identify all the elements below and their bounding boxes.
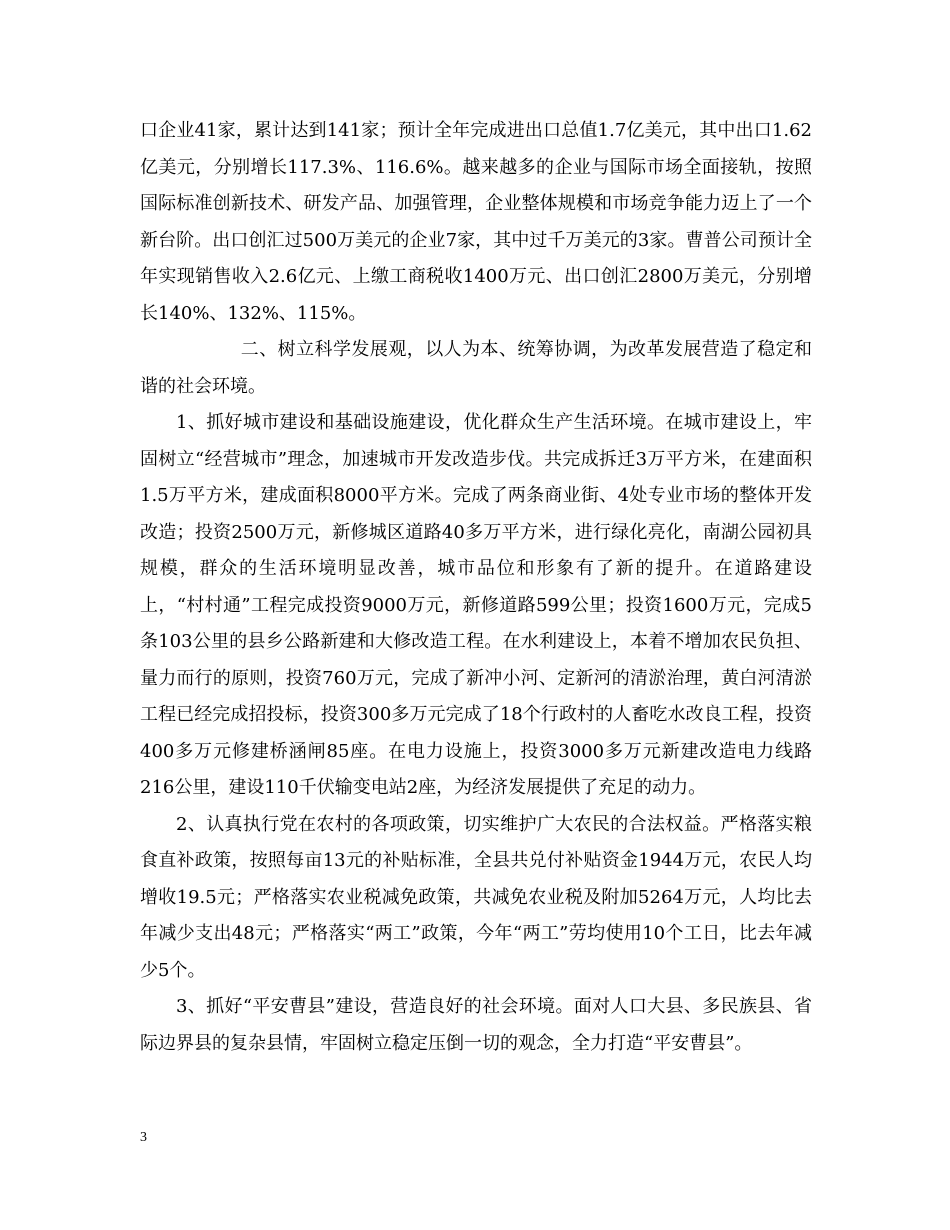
page-number: 3 (140, 1130, 147, 1145)
paragraph-rural-policy: 2、认真执行党在农村的各项政策，切实维护广大农民的合法权益。严格落实粮食直补政策，按照每亩13元的补贴标准，全县共兑付补贴资金1944万元，农民人均增收19.5元；严格落实农业税减免政策，共减免农业税及附加5264万元，人均比去年减少支出48元；严格落实“两工”政策，今年“两工”劳均使用10个工日，比去年减少5个。 (140, 813, 812, 981)
paragraph-safe-county: 3、抓好“平安曹县”建设，营造良好的社会环境。面对人口大县、多民族县、省际边界县的复杂县情，牢固树立稳定压倒一切的观念，全力打造“平安曹县”。 (140, 996, 812, 1054)
paragraph-export-summary: 口企业41家，累计达到141家；预计全年完成进出口总值1.7亿美元，其中出口1.62亿美元，分别增长117.3%、116.6%。越来越多的企业与国际市场全面接轨，按照国际标准创新技术、研发产品、加强管理，企业整体规模和市场竞争能力迈上了一个新台阶。出口创汇过500万美元的企业7家，其中过千万美元的3家。曹普公司预计全年实现销售收入2.6亿元、上缴工商税收1400万元、出口创汇2800万美元，分别增长140%、132%、115%。 (140, 120, 812, 324)
paragraph-urban-construction: 1、抓好城市建设和基础设施建设，优化群众生产生活环境。在城市建设上，牢固树立“经营城市”理念，加速城市开发改造步伐。共完成拆迁3万平方米，在建面积1.5万平方米，建成面积8000平方米。完成了两条商业街、4处专业市场的整体开发改造；投资2500万元，新修城区道路40多万平方米，进行绿化亮化，南湖公园初具规模，群众的生活环境明显改善，城市品位和形象有了新的提升。在道路建设上，“村村通”工程完成投资9000万元，新修道路599公里；投资1600万元，完成5条103公里的县乡公路新建和大修改造工程。在水利建设上，本着不增加农民负担、量力而行的原则，投资760万元，完成了新冲小河、定新河的清淤治理，黄白河清淤工程已经完成招投标，投资300多万元完成了18个行政村的人畜吃水改良工程，投资400多万元修建桥涵闸85座。在电力设施上，投资3000多万元新建改造电力线路216公里，建设110千伏输变电站2座，为经济发展提供了充足的动力。 (140, 412, 812, 798)
section-heading-two: 二、树立科学发展观，以人为本、统筹协调，为改革发展营造了稳定和谐的社会环境。 (140, 339, 812, 397)
document-body (140, 113, 812, 1062)
